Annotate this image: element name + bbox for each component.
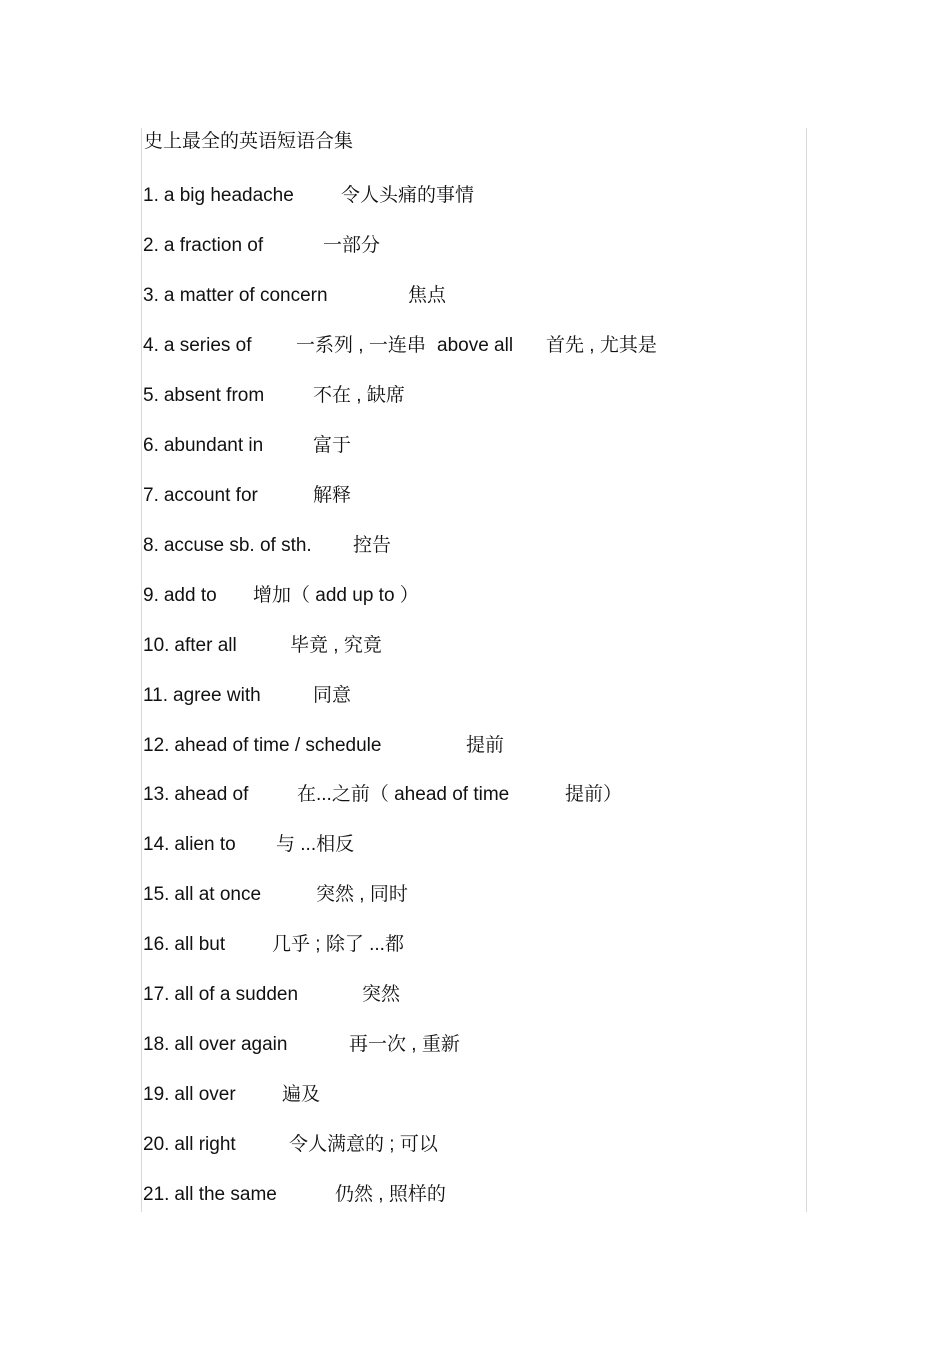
entry-phrase-text: ahead of time / schedule <box>174 734 382 756</box>
entry-phrase <box>143 683 261 709</box>
entry-number: 14. <box>143 834 170 856</box>
entry-phrase <box>143 533 312 559</box>
entry-phrase-text: account for <box>163 484 258 506</box>
entry-number: 10. <box>143 634 170 656</box>
phrase-entry <box>143 832 803 858</box>
phrase-entry <box>143 383 803 409</box>
entry-number: 21. <box>143 1184 170 1205</box>
entry-number: 7. <box>143 484 159 506</box>
entry-number: 5. <box>143 384 159 406</box>
entry-number: 16. <box>143 934 170 956</box>
entry-number: 3. <box>143 284 159 306</box>
entry-phrase <box>143 333 252 359</box>
entry-number: 11. <box>143 684 169 706</box>
entry-number: 18. <box>143 1034 170 1056</box>
phrase-entry <box>143 782 803 808</box>
entry-meaning: 增加（ add up to ） <box>253 584 419 606</box>
phrase-entry <box>143 333 803 359</box>
phrase-entry <box>143 233 803 259</box>
entry-phrase-text: all the same <box>174 1184 277 1205</box>
phrase-entry <box>143 1132 803 1158</box>
entry-phrase-text: a big headache <box>163 185 294 206</box>
entry-number: 20. <box>143 1134 170 1156</box>
entry-meaning: 提前 <box>466 734 505 756</box>
entry-meaning: 几乎 ; 除了 ...都 <box>272 934 404 956</box>
entry-phrase-text: alien to <box>174 834 236 856</box>
entry-phrase-text: add to <box>163 584 217 606</box>
entry-phrase-text: a fraction of <box>163 234 264 256</box>
phrase-entry <box>143 1082 803 1108</box>
entry-meaning: 仍然 , 照样的 <box>335 1184 446 1205</box>
entry-phrase <box>143 583 217 609</box>
entry-phrase <box>143 932 225 958</box>
entry-meaning: 与 ...相反 <box>276 834 355 856</box>
entry-meaning: 同意 <box>313 684 352 706</box>
entry-phrase <box>143 233 263 259</box>
entry-meaning: 控告 <box>353 534 392 556</box>
entry-meaning: 毕竟 , 究竟 <box>290 634 382 656</box>
entry-number: 17. <box>143 984 170 1006</box>
entry-phrase-text: absent from <box>163 384 265 406</box>
entry-phrase-text: all of a sudden <box>174 984 299 1006</box>
phrase-entry <box>143 1032 803 1058</box>
entry-phrase-text: all but <box>174 934 226 956</box>
entry-phrase <box>143 433 263 459</box>
entry-meaning: 遍及 <box>282 1084 321 1106</box>
entry-phrase <box>143 832 236 858</box>
entry-phrase <box>143 733 381 759</box>
entry-number: 4. <box>143 334 159 356</box>
entry-phrase-text: all at once <box>174 884 262 906</box>
entry-meaning: 不在 , 缺席 <box>313 384 405 406</box>
entry-phrase-text: ahead of <box>174 784 249 806</box>
phrase-entry <box>143 633 803 659</box>
entry-meaning-secondary: 首先 , 尤其是 <box>546 334 657 356</box>
entry-number: 1. <box>143 185 159 206</box>
entry-phrase <box>143 283 328 309</box>
entry-phrase <box>143 183 294 209</box>
entry-meaning: 再一次 , 重新 <box>349 1034 460 1056</box>
entry-meaning-secondary: 提前） <box>565 784 623 806</box>
entry-phrase-text: a matter of concern <box>163 284 328 306</box>
phrase-entry <box>143 433 803 459</box>
entry-meaning: 在...之前（ ahead of time <box>297 784 510 806</box>
entry-meaning: 突然 , 同时 <box>316 884 408 906</box>
entry-phrase <box>143 1032 287 1058</box>
phrase-entry <box>143 283 803 309</box>
entry-number: 19. <box>143 1084 170 1106</box>
entry-phrase-text: after all <box>174 634 237 656</box>
entry-meaning: 一部分 <box>323 234 381 256</box>
entry-phrase-secondary: above all <box>437 334 514 356</box>
entry-meaning: 焦点 <box>408 284 447 306</box>
entry-number: 9. <box>143 584 159 606</box>
entry-number: 2. <box>143 234 159 256</box>
entry-number: 8. <box>143 534 159 556</box>
entry-meaning: 一系列 , 一连串 <box>296 334 426 356</box>
entry-phrase-text: agree with <box>173 684 261 706</box>
entry-phrase-text: a series of <box>163 334 252 356</box>
phrase-entry <box>143 183 803 209</box>
entry-phrase-text: abundant in <box>163 434 264 456</box>
entry-phrase-text: all right <box>174 1134 236 1156</box>
phrase-entry <box>143 683 803 709</box>
entry-phrase <box>143 982 298 1008</box>
phrase-entry <box>143 932 803 958</box>
entry-number: 6. <box>143 434 159 456</box>
entry-number: 15. <box>143 884 170 906</box>
entry-meaning: 富于 <box>313 434 352 456</box>
entry-phrase <box>143 882 261 908</box>
entry-meaning: 突然 <box>362 984 401 1006</box>
entry-meaning: 解释 <box>313 484 352 506</box>
entry-phrase <box>143 1132 236 1158</box>
page-left-border <box>141 128 142 1212</box>
entry-phrase <box>143 1182 277 1208</box>
entry-phrase <box>143 782 248 808</box>
entry-meaning: 令人头痛的事情 <box>341 185 475 206</box>
entry-phrase-text: accuse sb. of sth. <box>163 534 312 556</box>
phrase-entry <box>143 982 803 1008</box>
entry-phrase <box>143 633 237 659</box>
document-title: 史上最全的英语短语合集 <box>144 131 354 152</box>
entry-number: 13. <box>143 784 170 806</box>
phrase-entry <box>143 733 803 759</box>
phrase-entry <box>143 583 803 609</box>
phrase-entry <box>143 882 803 908</box>
page-right-border <box>806 128 807 1212</box>
entry-phrase-text: all over again <box>174 1034 288 1056</box>
entry-number: 12. <box>143 734 170 756</box>
phrase-entry <box>143 1182 803 1208</box>
entry-phrase-text: all over <box>174 1084 236 1106</box>
entry-meaning: 令人满意的 ; 可以 <box>289 1134 438 1156</box>
phrase-entry <box>143 533 803 559</box>
entry-phrase <box>143 383 264 409</box>
entry-phrase <box>143 1082 236 1108</box>
phrase-entry <box>143 483 803 509</box>
entry-phrase <box>143 483 258 509</box>
